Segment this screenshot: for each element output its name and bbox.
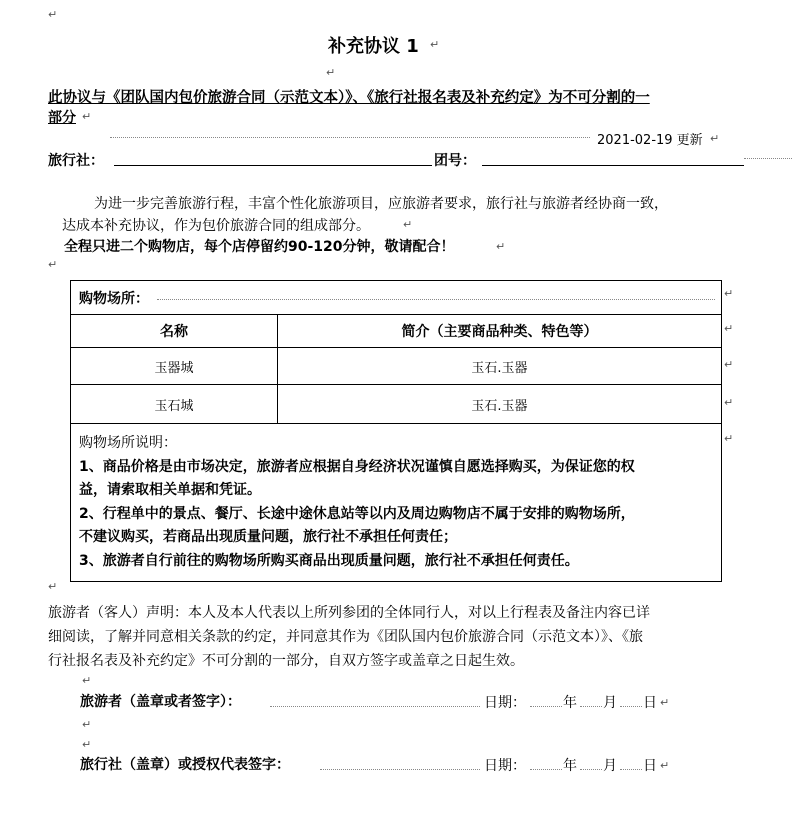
agency-signature-field[interactable] <box>320 769 480 770</box>
paragraph-mark: ↵ <box>48 580 58 593</box>
intro-line-1: 此协议与《团队国内包价旅游合同（示范文本）》、《旅行社报名表及补充约定》为不可分割的一 <box>48 90 650 106</box>
note-1a: 1、商品价格是由市场决定，旅游者应根据自身经济状况谨慎自愿选择购买，为保证您的权 <box>79 458 635 475</box>
group-number-label: 团号： <box>434 153 476 169</box>
paragraph-mark: ↵ <box>710 132 720 145</box>
paragraph-mark: ↵ <box>82 718 92 731</box>
paragraph-mark: ↵ <box>724 322 734 335</box>
shop-header-label: 购物场所： <box>79 290 149 307</box>
paragraph-mark: ↵ <box>82 110 92 123</box>
group-number-field[interactable] <box>482 165 744 166</box>
shop-header-cell <box>71 281 722 315</box>
year-label: 年 <box>563 758 577 774</box>
dotted-leader <box>110 137 590 138</box>
agency-label: 旅行社： <box>48 153 104 169</box>
update-date: 2021-02-19 更新 <box>597 133 703 148</box>
column-header-desc: 简介（主要商品种类、特色等） <box>278 315 722 348</box>
year-field[interactable] <box>530 706 562 707</box>
month-label: 月 <box>603 758 617 774</box>
day-field[interactable] <box>620 706 642 707</box>
table-row <box>71 348 722 385</box>
day-label: 日 <box>643 695 657 711</box>
page-title: 补充协议 1 <box>328 36 419 57</box>
declaration-line-1: 旅游者（客人）声明：本人及本人代表以上所列参团的全体同行人，对以上行程表及备注内容已详 <box>48 605 650 621</box>
tourist-signature-label: 旅游者（盖章或者签字）： <box>80 694 241 710</box>
dotted-leader <box>744 158 792 159</box>
month-label: 月 <box>603 695 617 711</box>
paragraph-mark: ↵ <box>496 240 506 253</box>
paragraph-mark: ↵ <box>82 674 92 687</box>
table-row <box>71 385 722 424</box>
year-field[interactable] <box>530 769 562 770</box>
paragraph-mark: ↵ <box>660 759 670 772</box>
paragraph-mark: ↵ <box>430 38 440 51</box>
agency-signature-label: 旅行社（盖章）或授权代表签字： <box>80 757 290 773</box>
shop-name: 玉石城 <box>71 385 278 424</box>
declaration-line-3: 行社报名表及补充约定》不可分割的一部分，自双方签字或盖章之日起生效。 <box>48 653 524 669</box>
body-line-1: 为进一步完善旅游行程，丰富个性化旅游项目，应旅游者要求，旅行社与旅游者经协商一致， <box>94 196 668 212</box>
note-3: 3、旅游者自行前往的购物场所购买商品出现质量问题，旅行社不承担任何责任。 <box>79 552 579 569</box>
paragraph-mark: ↵ <box>724 358 734 371</box>
shopping-notice: 全程只进二个购物店，每个店停留约90-120分钟，敬请配合！ <box>64 239 455 255</box>
date-label: 日期： <box>484 758 526 774</box>
dotted-leader <box>157 299 715 300</box>
paragraph-mark: ↵ <box>48 8 58 21</box>
tourist-signature-field[interactable] <box>270 706 480 707</box>
paragraph-mark: ↵ <box>724 396 734 409</box>
notes-title: 购物场所说明： <box>79 435 177 451</box>
paragraph-mark: ↵ <box>403 218 413 231</box>
shop-notes-cell <box>71 424 722 582</box>
paragraph-mark: ↵ <box>326 66 336 79</box>
intro-line-2: 部分 <box>48 110 76 126</box>
paragraph-mark: ↵ <box>48 258 58 271</box>
note-1b: 益，请索取相关单据和凭证。 <box>79 482 261 498</box>
note-2a: 2、行程单中的景点、餐厅、长途中途休息站等以内及周边购物店不属于安排的购物场所， <box>79 505 635 522</box>
shop-name: 玉器城 <box>71 348 278 385</box>
shop-desc: 玉石.玉器 <box>278 348 722 385</box>
year-label: 年 <box>563 695 577 711</box>
body-line-2: 达成本补充协议，作为包价旅游合同的组成部分。 <box>62 218 370 234</box>
date-label: 日期： <box>484 695 526 711</box>
paragraph-mark: ↵ <box>82 738 92 751</box>
paragraph-mark: ↵ <box>660 696 670 709</box>
column-header-name: 名称 <box>71 315 278 348</box>
month-field[interactable] <box>580 706 602 707</box>
declaration-line-2: 细阅读，了解并同意相关条款的约定，并同意其作为《团队国内包价旅游合同（示范文本）》、《旅 <box>48 629 643 645</box>
month-field[interactable] <box>580 769 602 770</box>
shopping-table <box>70 280 722 582</box>
shop-desc: 玉石.玉器 <box>278 385 722 424</box>
day-label: 日 <box>643 758 657 774</box>
note-2b: 不建议购买，若商品出现质量问题，旅行社不承担任何责任； <box>79 529 457 545</box>
paragraph-mark: ↵ <box>724 287 734 300</box>
day-field[interactable] <box>620 769 642 770</box>
agency-field[interactable] <box>114 165 432 166</box>
paragraph-mark: ↵ <box>724 432 734 445</box>
